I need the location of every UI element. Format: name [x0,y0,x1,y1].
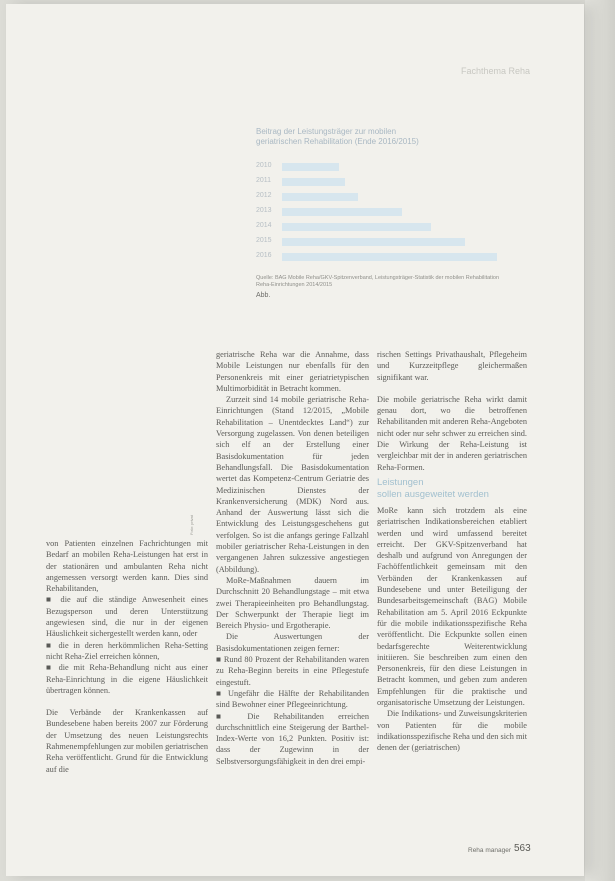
bullet-item: ■ Rund 80 Prozent der Rehabilitanden waren zu Reha-Beginn bereits in eine Pflegestufe eingestuft. [216,655,369,687]
page-number: 563 [514,843,531,854]
chart-bar [282,238,465,246]
chart-category-label: 2015 [256,237,272,244]
paragraph: Zurzeit sind 14 mobile geriatrische Reha-Einrichtungen (Stand 12/2015, „Mobile Rehabilitation – Unentdecktes Land“) zur Versorgung zugelassen. Von denen beteiligen sich elf an der Erstellung einer Basisdokumentation für jeden Behandlungsfall. Die Basisdokumentation wertet das Kompetenz-Centrum Geriatrie des Medizinischen Dienstes der Krankenversicherung (MDK) Nord aus. Anhand der Auswertung lässt sich die Entwicklung des Leistungsgeschehens gut verfolgen. So ist die anfangs geringe Fallzahl mobiler geriatrischer Reha-Leistungen in den vergangenen Jahren sukzessive angestiegen (Abbildung). [216,395,369,574]
chart-bar-row [256,222,526,232]
chart-category-label: 2013 [256,207,272,214]
chart-bar-row [256,177,526,187]
chart-category-label: 2010 [256,162,272,169]
figure-source [256,275,536,289]
chart-category-label: 2012 [256,192,272,199]
figure-title-line2: geriatrischen Rehabilitation (Ende 2016/2015) [256,137,419,146]
chart-bar-row [256,207,526,217]
bullet-item: ■ die mit Reha-Behandlung nicht aus einer Reha-Einrichtung in die eigene Häuslichkeit übertragen können. [46,663,208,695]
bullet-item: ■ Ungefähr die Hälfte der Rehabilitanden sind Bewohner einer Pflegeeinrichtung. [216,688,369,710]
chart-bar [282,223,431,231]
paragraph: MoRe kann sich trotzdem als eine geriatrischen Indikationsbereichen etabliert werden und wird umfassend bereitet erreicht. Der GKV-Spitzenverband hat deshalb und aufgrund von Anregungen der Fachöffentlichkeit gemeinsam mit den Verbänden der Krankenkassen auf Bundesebene und unter Beteiligung der Bundesarbeitsgemeinschaft (BAG) Mobile Rehabilitation am 5. April 2016 Eckpunkte für die mobile indikationsspezifische Reha veröffentlicht. Die Eckpunkte sollen einen bedarfsgerechte Weiterentwicklung initiieren. Sie beschreiben zum einen den Personenkreis, für den diese Leistungen in Betracht kommen, und geben zum anderen Empfehlungen für die praktische und organisatorische Umsetzung der Leistungen. [377,505,527,708]
chart-bar [282,253,497,261]
bar-chart [256,160,526,272]
bullet-item: ■ die auf die ständige Anwesenheit eines Bezugsperson und deren Unterstützung angewiesen sind, die nur in der eigenen Häuslichkeit sichergestellt werden kann, oder [46,595,208,639]
subheading-line1: Leistungen [377,476,424,488]
section-header: Fachthema Reha [460,66,530,76]
footer-brand: Reha manager [468,847,511,854]
bullet-item: ■ die in deren herkömmlichen Reha-Setting nicht Reha-Ziel erreichen können, [46,640,208,661]
chart-bar-row [256,192,526,202]
chart-category-label: 2014 [256,222,272,229]
chart-bar [282,193,358,201]
chart-bar-row [256,237,526,247]
subheading-line2: sollen ausgeweitet werden [377,488,489,500]
chart-bar-row [256,162,526,172]
subheading [377,477,527,501]
photo-credit: Foto: privat [189,514,194,535]
figure-title-line1: Beitrag der Leistungsträger zur mobilen [256,127,397,136]
paragraph: geriatrische Reha war die Annahme, dass Mobile Leistungen nur ebenfalls für den Personenkreis mit einer geriatrietypischen Multimorbidität in Betracht kommen. [216,350,369,393]
paragraph: rischen Settings Privathaushalt, Pflegeheim und Kurzzeitpflege gleichermaßen signifikant war. [377,350,527,382]
text-column-3 [377,349,527,754]
chart-bar [282,163,339,171]
paragraph: Die Verbände der Krankenkassen auf Bundesebene haben bereits 2007 zur Förderung der Umsetzung des neuen Leistungsrechts Rahmenempfehlungen zur mobilen geriatrischen Reha veröffentlicht. Grund für die Entwicklung auf die [46,708,208,774]
chart-bar [282,178,345,186]
figure-label: Abb. [256,292,271,299]
text-column-2 [216,349,369,767]
paragraph: Die Indikations- und Zuweisungskriterien von Patienten für die mobile indikationsspezifische Reha und den sich mit denen der (geriatrischen) [377,709,528,753]
chart-bar [282,208,402,216]
paragraph: Die Auswertungen der Basisdokumentationen zeigen ferner: [216,632,369,653]
figure-source-line2: Reha-Einrichtungen 2014/2015 [256,282,333,288]
paragraph: MoRe-Maßnahmen dauern im Durchschnitt 20 Behandlungstage – mit etwa zwei Therapieeinheiten pro Behandlungstag. Der Schwerpunkt der Therapie liegt im Bereich Physio- und Ergotherapie. [216,575,369,631]
chart-category-label: 2011 [256,177,272,184]
paragraph: von Patienten einzelnen Fachrichtungen mit Bedarf an mobilen Reha-Leistungen hat erst in der stationären und ambulanten Reha nicht angemessen versorgt werden kann. Dies sind Rehabilitanden, [46,539,208,594]
bullet-item: ■ Die Rehabilitanden erreichen durchschnittlich eine Steigerung der Barthel-Index-Werte von 16,2 Punkten. Positiv ist: dass der Zugewinn in der Selbstversorgungsfähigkeit in den drei empi- [216,711,369,766]
figure-source-line1: Quelle: BAG Mobile Reha/GKV-Spitzenverband, Leistungsträger-Statistik der mobilen Rehabilitation [256,275,500,281]
paragraph: Die mobile geriatrische Reha wirkt damit genau dort, wo die betroffenen Rehabilitanden mit anderen Reha-Angeboten nicht oder nur sehr schwer zu erreichen sind. Die Wirkung der Reha-Leistung ist vergleichbar mit der in anderen geriatrischen Reha-Formen. [377,394,527,472]
chart-bar-row [256,252,526,262]
figure-title [256,127,516,147]
text-column-1 [46,538,208,775]
chart-category-label: 2016 [256,252,272,259]
page-edge-shadow [585,0,615,881]
